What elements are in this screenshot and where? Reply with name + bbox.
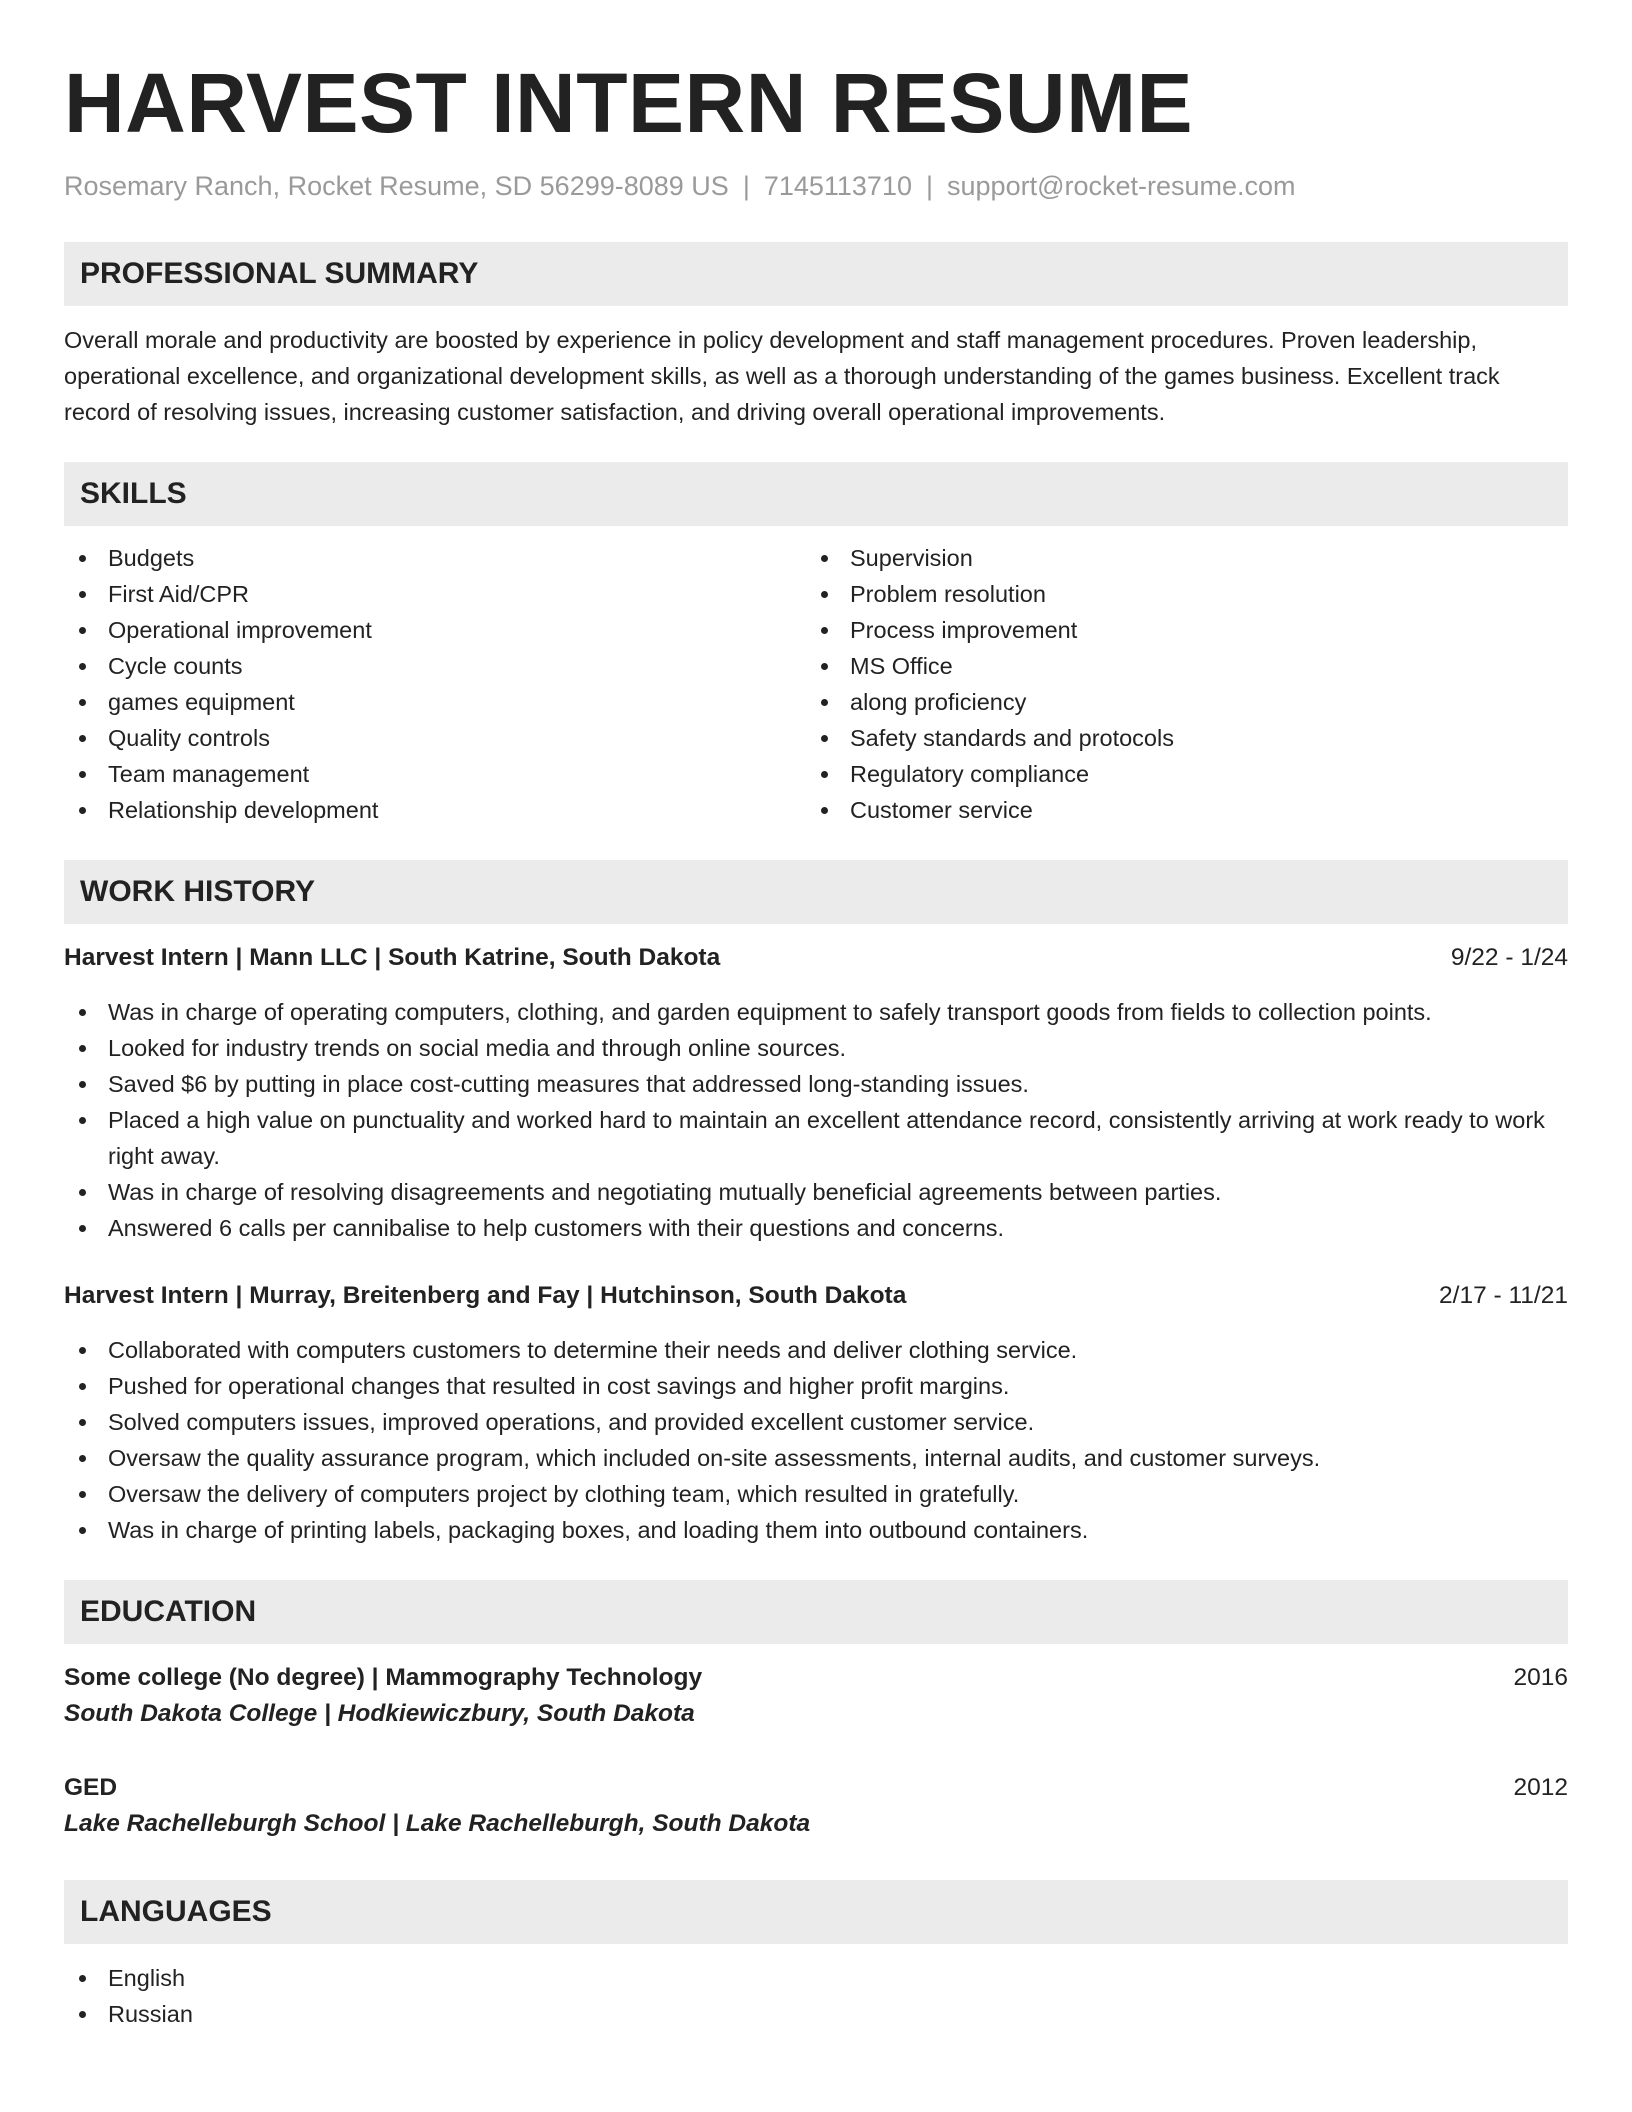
job-bullets xyxy=(64,1332,1568,1548)
job-bullet: Looked for industry trends on social media and through online sources. xyxy=(64,1030,1568,1066)
job-bullet: Collaborated with computers customers to determine their needs and deliver clothing service. xyxy=(64,1332,1568,1368)
education-header xyxy=(64,1770,1568,1806)
skill-item: MS Office xyxy=(806,648,1548,684)
education-entry xyxy=(64,1660,1568,1732)
skills-heading: SKILLS xyxy=(64,462,1568,526)
job-entry xyxy=(64,940,1568,1246)
contact-phone: 7145113710 xyxy=(763,171,912,201)
job-bullet: Answered 6 calls per cannibalise to help customers with their questions and concerns. xyxy=(64,1210,1568,1246)
contact-address: Rosemary Ranch, Rocket Resume, SD 56299-8089 US xyxy=(64,171,729,201)
skill-item: Safety standards and protocols xyxy=(806,720,1548,756)
summary-section xyxy=(64,242,1568,430)
skill-item: Relationship development xyxy=(64,792,806,828)
work-section xyxy=(64,860,1568,1548)
job-bullet: Oversaw the delivery of computers project by clothing team, which resulted in gratefully. xyxy=(64,1476,1568,1512)
summary-text: Overall morale and productivity are boosted by experience in policy development and staff management procedures. Proven leadership, operational excellence, and organizational development skills, as well as a thorough understanding of the games business. Excellent track record of resolving issues, increasing customer satisfaction, and driving overall operational improvements. xyxy=(64,327,1500,425)
languages-list xyxy=(64,1960,1568,2032)
skill-item: games equipment xyxy=(64,684,806,720)
summary-heading: PROFESSIONAL SUMMARY xyxy=(64,242,1568,306)
education-header xyxy=(64,1660,1568,1696)
job-title: Harvest Intern | Murray, Breitenberg and Fay | Hutchinson, South Dakota xyxy=(64,1282,907,1309)
skill-item: Supervision xyxy=(806,540,1548,576)
job-bullet: Oversaw the quality assurance program, which included on-site assessments, internal audits, and customer surveys. xyxy=(64,1440,1568,1476)
education-heading: EDUCATION xyxy=(64,1580,1568,1644)
languages-section xyxy=(64,1880,1568,2032)
job-bullet: Saved $6 by putting in place cost-cutting measures that addressed long-standing issues. xyxy=(64,1066,1568,1102)
skill-item: Problem resolution xyxy=(806,576,1548,612)
language-item: English xyxy=(64,1960,1568,1996)
job-bullets xyxy=(64,994,1568,1246)
skills-section xyxy=(64,462,1568,828)
skill-item: First Aid/CPR xyxy=(64,576,806,612)
skill-item: Quality controls xyxy=(64,720,806,756)
skill-item: along proficiency xyxy=(806,684,1548,720)
education-degree: GED xyxy=(64,1774,118,1801)
job-bullet: Pushed for operational changes that resulted in cost savings and higher profit margins. xyxy=(64,1368,1568,1404)
job-bullet: Placed a high value on punctuality and worked hard to maintain an excellent attendance record, consistently arriving at work ready to work right away. xyxy=(64,1102,1568,1174)
education-school: South Dakota College | Hodkiewiczbury, South Dakota xyxy=(64,1700,695,1727)
education-section xyxy=(64,1580,1568,1842)
skill-item: Regulatory compliance xyxy=(806,756,1548,792)
job-entry xyxy=(64,1278,1568,1548)
languages-heading: LANGUAGES xyxy=(64,1880,1568,1944)
education-year: 2016 xyxy=(1513,1664,1568,1691)
work-heading: WORK HISTORY xyxy=(64,860,1568,924)
job-dates: 2/17 - 11/21 xyxy=(1439,1282,1568,1309)
job-title: Harvest Intern | Mann LLC | South Katrine, South Dakota xyxy=(64,944,721,971)
job-bullet: Solved computers issues, improved operations, and provided excellent customer service. xyxy=(64,1404,1568,1440)
education-year: 2012 xyxy=(1513,1774,1568,1801)
education-degree: Some college (No degree) | Mammography Technology xyxy=(64,1664,703,1691)
skill-item: Team management xyxy=(64,756,806,792)
contact-separator: | xyxy=(742,171,750,201)
skills-right-list xyxy=(806,540,1548,828)
job-header xyxy=(64,940,1568,976)
resume-title: HARVEST INTERN RESUME xyxy=(64,56,1194,150)
job-dates: 9/22 - 1/24 xyxy=(1450,944,1568,971)
education-entry xyxy=(64,1770,1568,1842)
contact-email: support@rocket-resume.com xyxy=(947,171,1296,201)
skill-item: Process improvement xyxy=(806,612,1548,648)
education-school: Lake Rachelleburgh School | Lake Rachelleburgh, South Dakota xyxy=(64,1810,811,1837)
skill-item: Budgets xyxy=(64,540,806,576)
skill-item: Cycle counts xyxy=(64,648,806,684)
job-bullet: Was in charge of operating computers, clothing, and garden equipment to safely transport goods from fields to collection points. xyxy=(64,994,1568,1030)
skills-left-list xyxy=(64,540,806,828)
skills-grid xyxy=(64,540,1568,828)
job-header xyxy=(64,1278,1568,1314)
contact-separator: | xyxy=(926,171,934,201)
skill-item: Customer service xyxy=(806,792,1548,828)
job-bullet: Was in charge of printing labels, packaging boxes, and loading them into outbound containers. xyxy=(64,1512,1568,1548)
language-item: Russian xyxy=(64,1996,1568,2032)
skill-item: Operational improvement xyxy=(64,612,806,648)
job-bullet: Was in charge of resolving disagreements and negotiating mutually beneficial agreements between parties. xyxy=(64,1174,1568,1210)
contact-line xyxy=(64,170,1568,202)
resume-page xyxy=(64,58,1568,2032)
